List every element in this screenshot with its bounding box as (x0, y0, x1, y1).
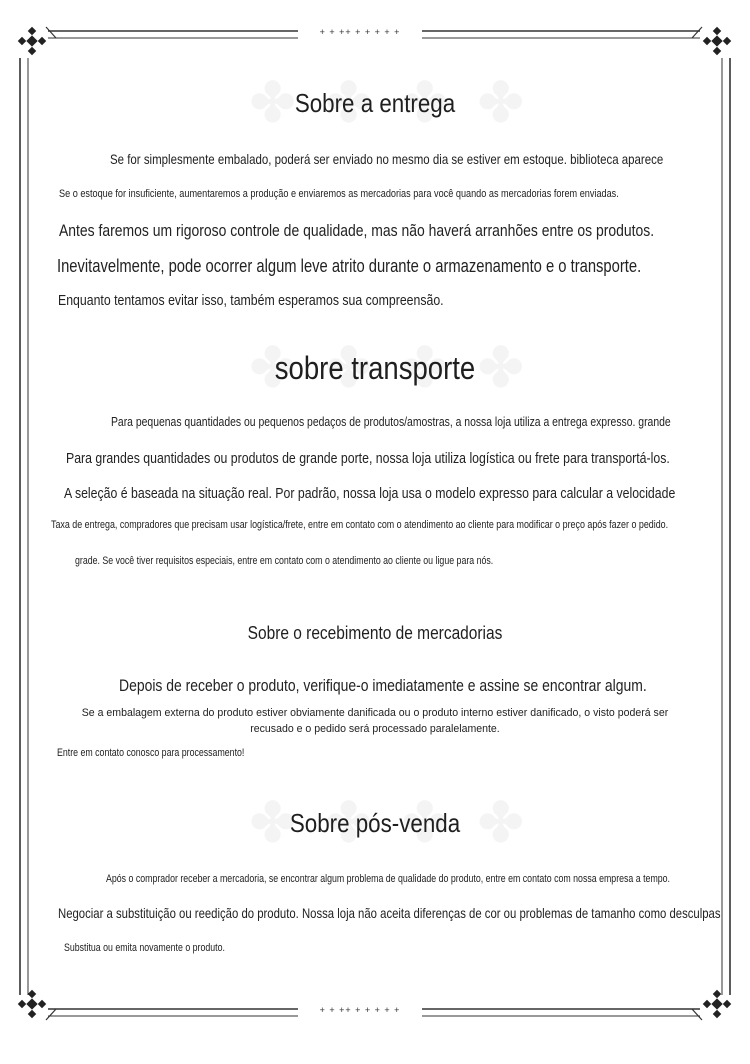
delivery-line-2: Se o estoque for insuficiente, aumentaremos a produção e enviaremos as mercadorias para você quando as mercadorias forem enviadas. (59, 188, 619, 200)
transport-line-5: grade. Se você tiver requisitos especiais, entre em contato com o atendimento ao cliente ou ligue para nós. (75, 555, 494, 567)
top-ornament: + + ++ + + + + + (319, 27, 401, 37)
after-sales-line-3: Substitua ou emita novamente o produto. (64, 942, 225, 954)
receipt-line-2: Se a embalagem externa do produto estiver obviamente danificada ou o produto interno estiver danificado, o visto poderá ser recusado e o pedido será processado paralelamente. (81, 707, 669, 735)
delivery-line-4: Inevitavelmente, pode ocorrer algum leve atrito durante o armazenamento e o transporte. (57, 256, 642, 276)
delivery-line-3: Antes faremos um rigoroso controle de qualidade, mas não haverá arranhões entre os produtos. (59, 221, 655, 240)
after-sales-line-2: Negociar a substituição ou reedição do produto. Nossa loja não aceita diferenças de cor ou problemas de tamanho como desculpas (58, 905, 721, 921)
transport-line-1: Para pequenas quantidades ou pequenos pedaços de produtos/amostras, a nossa loja utiliza a entrega expresso. grande (111, 414, 671, 429)
receipt-line-1: Depois de receber o produto, verifique-o imediatamente e assine se encontrar algum. (119, 676, 647, 695)
after-sales-line-1: Após o comprador receber a mercadoria, se encontrar algum problema de qualidade do produto, entre em contato com nossa empresa a tempo. (106, 873, 671, 885)
section-title-delivery: Sobre a entrega (294, 88, 456, 118)
delivery-line-5: Enquanto tentamos evitar isso, também esperamos sua compreensão. (58, 292, 444, 309)
section-title-receipt: Sobre o recebimento de mercadorias (247, 623, 503, 643)
delivery-line-1: Se for simplesmente embalado, poderá ser enviado no mesmo dia se estiver em estoque. biblioteca aparece (110, 151, 664, 167)
transport-line-2: Para grandes quantidades ou produtos de grande porte, nossa loja utiliza logística ou frete para transportá-los. (66, 450, 670, 467)
section-title-transport: sobre transporte (274, 350, 476, 386)
receipt-line-3: Entre em contato conosco para processamento! (57, 747, 245, 759)
transport-line-4: Taxa de entrega, compradores que precisam usar logística/frete, entre em contato com o atendimento ao cliente para modificar o preço após fazer o pedido. (51, 519, 669, 531)
bottom-ornament: + + ++ + + + + + (319, 1005, 401, 1015)
section-title-after-sales: Sobre pós-venda (289, 808, 461, 838)
transport-line-3: A seleção é baseada na situação real. Por padrão, nossa loja usa o modelo expresso para calcular a velocidade (64, 485, 676, 502)
